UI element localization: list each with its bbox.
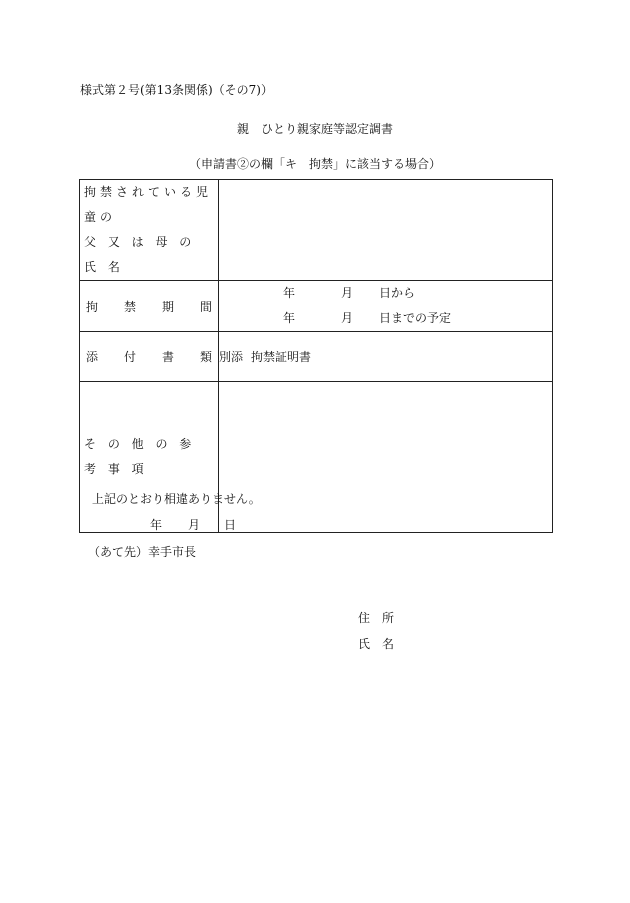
date-line [150,516,236,533]
attachments-label [80,332,219,382]
name-label [358,635,406,652]
date-month-label: 月 [188,518,201,532]
label-char: 付 [123,350,136,364]
addressee: （あて先）幸手市長 [88,545,197,559]
form-number: 様式第２号(第13条関係)（その7)） [80,83,273,97]
parent-name-label-line2: 父 又 は 母 の 氏 名 [84,235,196,274]
attachments-value [219,332,553,382]
label-char: 拘 [86,299,99,314]
attachment-prefix: 別添 [219,350,244,364]
label-char: 所 [382,611,395,625]
date-year-label: 年 [150,518,163,532]
notes-label-text: そ の 他 の 参 考 事 項 [84,437,196,476]
label-char: 間 [199,299,212,314]
document-subtitle: （申請書②の欄「キ 拘禁」に該当する場合） [188,157,441,171]
label-char: 期 [161,299,174,314]
period-end-line [219,306,552,331]
notes-field[interactable] [219,382,553,533]
label-char: 名 [382,637,395,651]
end-month-label: 月 [341,311,354,325]
label-char: 禁 [123,299,136,314]
notes-label [80,382,219,533]
document-title: 親 ひとり親家庭等認定調書 [236,122,393,136]
table-row-notes [80,382,553,533]
table-row-parent-name [80,180,553,281]
table-row-attachments [80,332,553,382]
label-char: 書 [161,350,174,364]
label-char: 氏 [358,637,371,651]
end-day-label: 日までの予定 [379,311,452,325]
parent-name-label-line1: 拘禁されている児童の [84,185,213,224]
attachment-name: 拘禁証明書 [251,350,312,364]
date-day-label: 日 [224,518,237,532]
detention-period-label [80,281,219,332]
start-day-label: 日から [379,286,416,300]
parent-name-label [80,180,219,281]
start-year-label: 年 [283,286,296,300]
table-row-detention-period [80,281,553,332]
period-start-line [219,281,552,306]
parent-name-field[interactable] [219,180,553,281]
label-char: 添 [86,350,99,364]
declaration-text: 上記のとおり相違ありません。 [92,492,261,506]
certification-table [79,179,553,533]
label-char: 類 [199,350,212,364]
detention-period-field[interactable] [219,281,553,332]
end-year-label: 年 [283,311,296,325]
address-label [358,609,406,626]
start-month-label: 月 [341,286,354,300]
label-char: 住 [358,611,371,625]
